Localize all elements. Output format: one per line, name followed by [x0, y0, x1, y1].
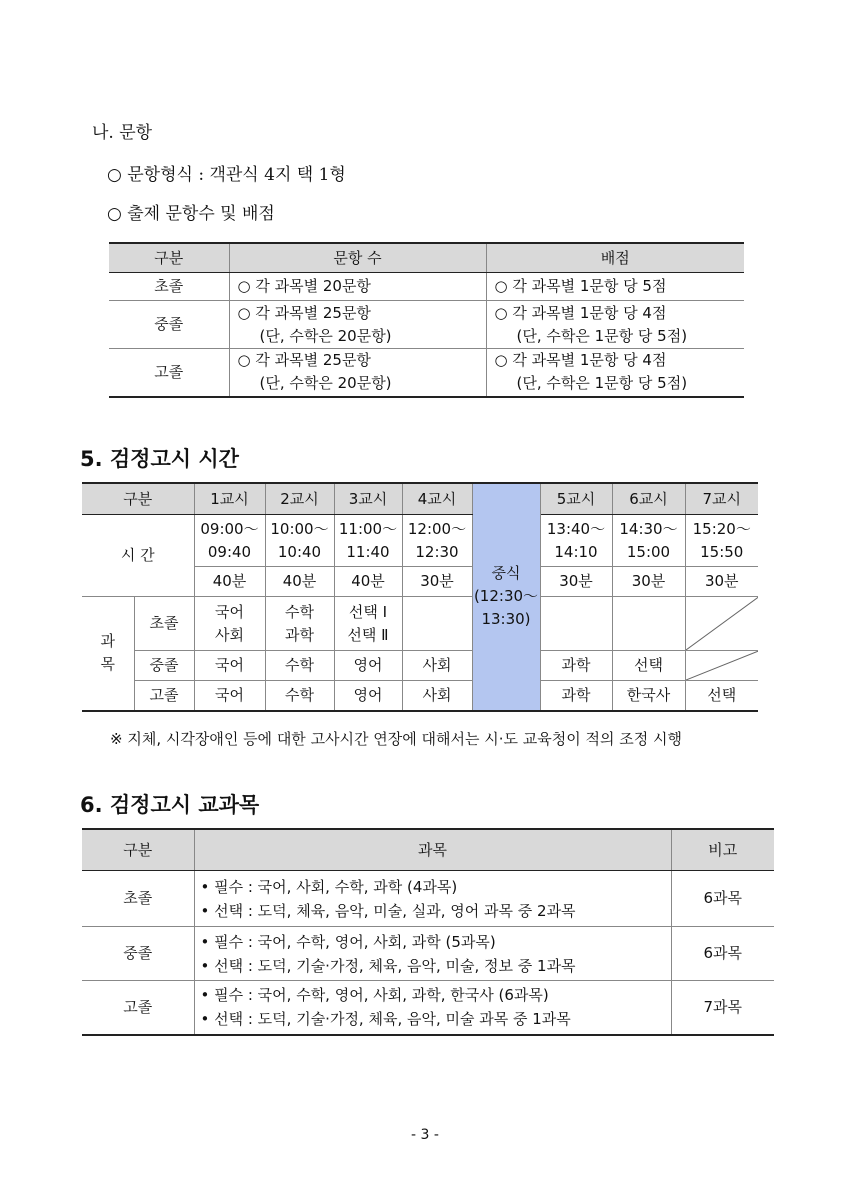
subject-cell: 영어	[334, 651, 402, 681]
question-count-main: ○ 각 과목별 25문항	[237, 303, 371, 322]
subject-first: 수학	[285, 602, 314, 621]
question-score-table	[109, 242, 744, 398]
table-header-row	[109, 243, 744, 273]
period-3: 3교시	[334, 483, 402, 515]
time-extension-note: ※ 지체, 시각장애인 등에 대한 고사시간 연장에 대해서는 시·도 교육청이 적의 조정 시행	[110, 730, 682, 748]
high-label: 고졸	[134, 681, 194, 711]
duration-cell: 30분	[612, 567, 685, 597]
time-cell	[402, 515, 472, 567]
score-exception: (단, 수학은 1문항 당 5점)	[516, 326, 688, 345]
question-count-exception: (단, 수학은 20문항)	[259, 374, 392, 393]
remarks-cell: 6과목	[671, 871, 774, 927]
start-time: 09:00～	[200, 519, 259, 538]
question-count-bullet: ○ 출제 문항수 및 배점	[107, 204, 275, 224]
required-subjects: • 필수 : 국어, 수학, 영어, 사회, 과학, 한국사 (6과목)	[200, 986, 549, 1005]
header-category: 구분	[82, 483, 194, 515]
period-7: 7교시	[685, 483, 758, 515]
end-time: 15:00	[626, 542, 671, 561]
empty-cell	[612, 597, 685, 651]
lunch-start: (12:30～	[473, 587, 539, 606]
header-question-count: 문항 수	[229, 243, 486, 273]
time-row	[82, 515, 758, 567]
time-cell	[194, 515, 265, 567]
score-cell	[486, 301, 744, 349]
exam-schedule-table	[82, 482, 758, 712]
row-label: 초졸	[109, 273, 229, 301]
score-cell	[486, 349, 744, 397]
middle-subject-row	[82, 651, 758, 681]
row-label: 초졸	[82, 871, 194, 927]
row-label: 중졸	[109, 301, 229, 349]
table-row	[109, 301, 744, 349]
end-time: 14:10	[554, 542, 598, 561]
subject-cell: 국어	[194, 681, 265, 711]
period-6: 6교시	[612, 483, 685, 515]
start-time: 10:00～	[270, 519, 329, 538]
time-cell	[685, 515, 758, 567]
empty-cell	[402, 597, 472, 651]
question-count-cell	[229, 349, 486, 397]
subject-first: 선택 Ⅰ	[348, 602, 388, 621]
subject-cell: 사회	[402, 651, 472, 681]
score-cell: ○ 각 과목별 1문항 당 5점	[486, 273, 744, 301]
subject-first: 국어	[215, 602, 244, 621]
subjects-cell	[194, 981, 671, 1035]
duration-cell: 30분	[685, 567, 758, 597]
start-time: 15:20～	[692, 519, 751, 538]
header-category: 구분	[109, 243, 229, 273]
subject-label-1: 과	[100, 632, 115, 651]
score-exception: (단, 수학은 1문항 당 5점)	[516, 374, 688, 393]
subject-cell	[334, 597, 402, 651]
end-time: 09:40	[207, 542, 252, 561]
subject-second: 과학	[285, 625, 314, 644]
time-cell	[334, 515, 402, 567]
score-main: ○ 각 과목별 1문항 당 4점	[494, 351, 667, 370]
question-count-cell	[229, 301, 486, 349]
sub-heading: 나. 문항	[92, 123, 153, 143]
optional-subjects: • 선택 : 도덕, 기술·가정, 체육, 음악, 미술 과목 중 1과목	[200, 1010, 571, 1029]
time-cell	[612, 515, 685, 567]
middle-label: 중졸	[134, 651, 194, 681]
diagonal-empty-cell	[685, 597, 758, 651]
subject-cell: 수학	[265, 651, 334, 681]
end-time: 12:30	[415, 542, 459, 561]
subject-cell: 선택	[685, 681, 758, 711]
elementary-subject-row	[82, 597, 758, 651]
diagonal-line	[686, 597, 759, 650]
period-1: 1교시	[194, 483, 265, 515]
lunch-cell	[472, 483, 540, 711]
duration-cell: 30분	[540, 567, 612, 597]
table-row	[82, 981, 774, 1035]
time-cell	[540, 515, 612, 567]
duration-cell: 40분	[334, 567, 402, 597]
duration-cell: 40분	[194, 567, 265, 597]
header-remarks: 비고	[671, 829, 774, 871]
end-time: 11:40	[346, 542, 390, 561]
header-category: 구분	[82, 829, 194, 871]
diagonal-line	[686, 651, 759, 680]
period-2: 2교시	[265, 483, 334, 515]
optional-subjects: • 선택 : 도덕, 체육, 음악, 미술, 실과, 영어 과목 중 2과목	[200, 901, 576, 920]
start-time: 13:40～	[546, 519, 606, 538]
end-time: 15:50	[700, 542, 744, 561]
row-label: 고졸	[109, 349, 229, 397]
question-count-cell: ○ 각 과목별 20문항	[229, 273, 486, 301]
optional-subjects: • 선택 : 도덕, 기술·가정, 체육, 음악, 미술, 정보 중 1과목	[200, 956, 576, 975]
table-row	[82, 927, 774, 981]
remarks-cell: 6과목	[671, 927, 774, 981]
row-label: 고졸	[82, 981, 194, 1035]
period-4: 4교시	[402, 483, 472, 515]
subject-cell	[265, 597, 334, 651]
lunch-end: 13:30)	[481, 610, 531, 629]
start-time: 12:00～	[407, 519, 467, 538]
question-format-bullet: ○ 문항형식 : 객관식 4지 택 1형	[107, 165, 346, 185]
table-row	[109, 273, 744, 301]
subjects-cell	[194, 927, 671, 981]
time-cell	[265, 515, 334, 567]
page-number: - 3 -	[411, 1127, 439, 1143]
subject-cell: 과학	[540, 651, 612, 681]
subjects-header-row	[82, 829, 774, 871]
empty-cell	[540, 597, 612, 651]
subject-cell: 한국사	[612, 681, 685, 711]
subject-second: 선택 Ⅱ	[347, 625, 389, 644]
end-time: 10:40	[277, 542, 322, 561]
subject-cell	[194, 597, 265, 651]
duration-cell: 30분	[402, 567, 472, 597]
subject-label	[82, 597, 134, 711]
exam-subjects-table	[82, 828, 774, 1036]
header-subjects: 과목	[194, 829, 671, 871]
section-6-title: 6. 검정고시 교과목	[80, 793, 260, 817]
diagonal-empty-cell	[685, 651, 758, 681]
row-label: 중졸	[82, 927, 194, 981]
lunch-label: 중식	[491, 564, 521, 583]
subject-cell: 과학	[540, 681, 612, 711]
question-count-exception: (단, 수학은 20문항)	[259, 326, 392, 345]
subject-cell: 국어	[194, 651, 265, 681]
subjects-cell	[194, 871, 671, 927]
subject-cell: 수학	[265, 681, 334, 711]
schedule-header-row	[82, 483, 758, 515]
remarks-cell: 7과목	[671, 981, 774, 1035]
subject-cell: 선택	[612, 651, 685, 681]
table-row	[109, 349, 744, 397]
subject-cell: 영어	[334, 681, 402, 711]
elementary-label: 초졸	[134, 597, 194, 651]
required-subjects: • 필수 : 국어, 수학, 영어, 사회, 과학 (5과목)	[200, 932, 496, 951]
header-score: 배점	[486, 243, 744, 273]
period-5: 5교시	[540, 483, 612, 515]
table-row	[82, 871, 774, 927]
subject-cell: 사회	[402, 681, 472, 711]
start-time: 11:00～	[338, 519, 398, 538]
score-main: ○ 각 과목별 1문항 당 4점	[494, 303, 667, 322]
subject-label-2: 목	[100, 655, 115, 674]
time-label: 시 간	[82, 515, 194, 597]
required-subjects: • 필수 : 국어, 사회, 수학, 과학 (4과목)	[200, 877, 458, 896]
duration-cell: 40분	[265, 567, 334, 597]
start-time: 14:30～	[619, 519, 678, 538]
question-count-main: ○ 각 과목별 25문항	[237, 351, 371, 370]
high-subject-row	[82, 681, 758, 711]
section-5-title: 5. 검정고시 시간	[80, 447, 239, 471]
subject-second: 사회	[215, 625, 244, 644]
